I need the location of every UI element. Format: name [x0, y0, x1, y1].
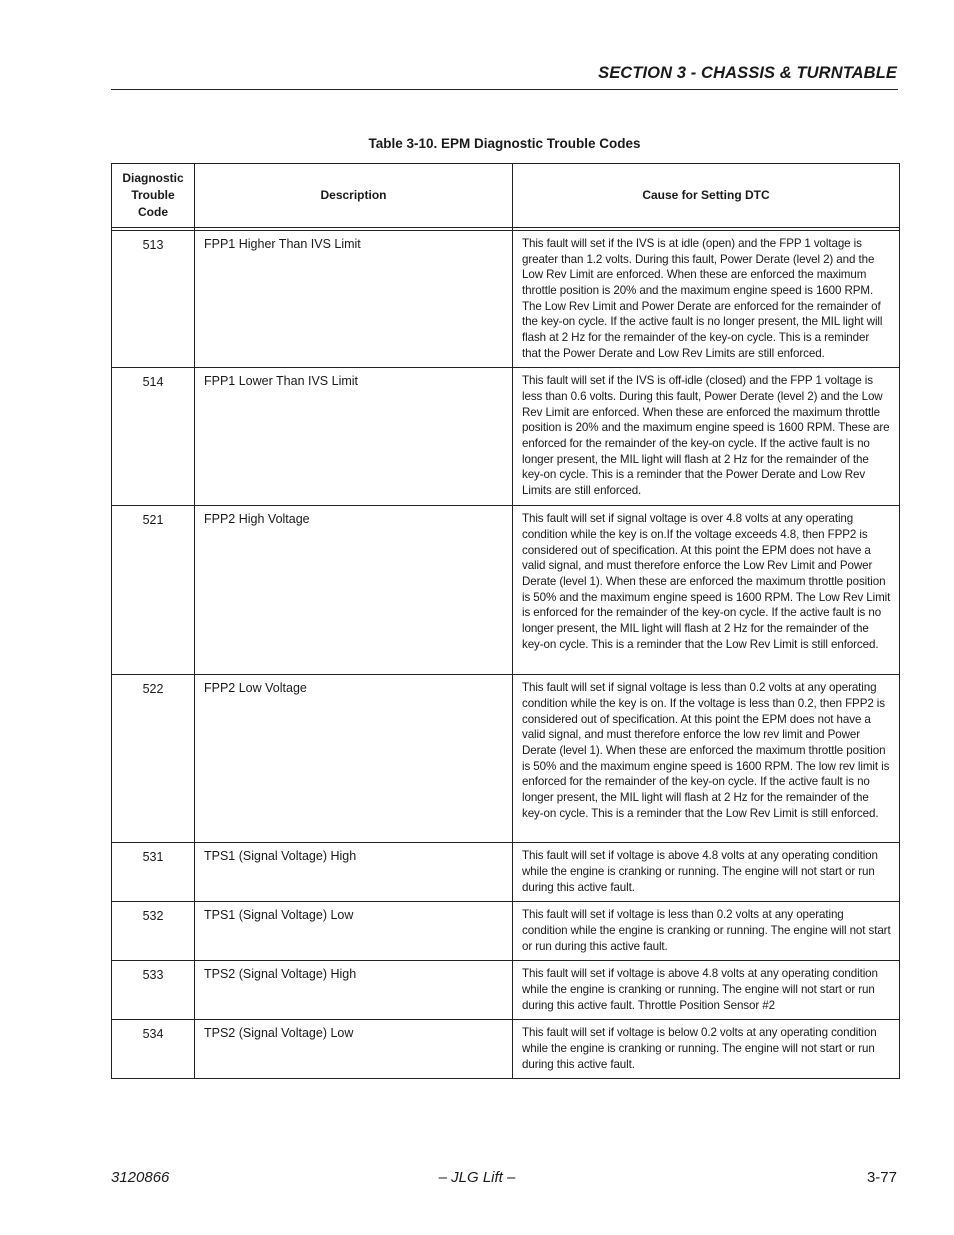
dtc-code: 514 [112, 368, 195, 506]
dtc-cause: This fault will set if signal voltage is over 4.8 volts at any operating condition while the key is on.If the voltage exceeds 4.8, then FPP2 is considered out of specification. At this point the EPM does not have a valid signal, and must therefore enforce the Low Rev Limit and Power Derate (level 1). When these are enforced the maximum throttle position is 50% and the maximum engine speed is 1600 RPM. The Low Rev Limit is enforced for the remainder of the key-on cycle. If the active fault is no longer present, the MIL light will flash at 2 Hz for the remainder of the key-on cycle. This is a reminder that the Low Rev Limit is still enforced. [513, 506, 900, 675]
dtc-description: TPS2 (Signal Voltage) High [195, 961, 513, 1020]
dtc-code: 532 [112, 902, 195, 961]
dtc-description: TPS2 (Signal Voltage) Low [195, 1020, 513, 1079]
table-row [112, 675, 900, 843]
dtc-cause: This fault will set if the IVS is at idle (open) and the FPP 1 voltage is greater than 1.2 volts. During this fault, Power Derate (level 2) and the Low Rev Limit are enforced. When these are enforced the maximum throttle position is 20% and the maximum engine speed is 1600 RPM. The Low Rev Limit and Power Derate are enforced for the remainder of the key-on cycle. If the active fault is no longer present, the MIL light will flash at 2 Hz for the remainder of the key-on cycle. This is a reminder that the Power Derate and Low Rev Limits are still enforced. [513, 231, 900, 368]
table-row [112, 843, 900, 902]
dtc-code: 531 [112, 843, 195, 902]
column-header-description: Description [195, 164, 513, 228]
column-header-code: Diagnostic Trouble Code [112, 164, 195, 228]
dtc-cause: This fault will set if voltage is below 0.2 volts at any operating condition while the engine is cranking or running. The engine will not start or run during this active fault. [513, 1020, 900, 1079]
table-row [112, 902, 900, 961]
table-row [112, 368, 900, 506]
dtc-description: TPS1 (Signal Voltage) Low [195, 902, 513, 961]
dtc-description: FPP1 Lower Than IVS Limit [195, 368, 513, 506]
dtc-description: FPP2 High Voltage [195, 506, 513, 675]
table-row [112, 961, 900, 1020]
dtc-cause: This fault will set if the IVS is off-idle (closed) and the FPP 1 voltage is less than 0.6 volts. During this fault, Power Derate (level 2) and the Low Rev Limit are enforced. When these are enforced the maximum throttle position is 20% and the maximum engine speed is 1600 RPM. These are enforced for the remainder of the key-on cycle. If the active fault is no longer present, the MIL light will flash at 2 Hz for the remainder of the key-on cycle. This is a reminder that the Power Derate and Low Rev Limits are still enforced. [513, 368, 900, 506]
table-row [112, 506, 900, 675]
section-title: SECTION 3 - CHASSIS & TURNTABLE [598, 64, 897, 82]
dtc-description: FPP1 Higher Than IVS Limit [195, 231, 513, 368]
footer-brand: – JLG Lift – [438, 1169, 516, 1186]
table-header-row [112, 164, 900, 228]
dtc-cause: This fault will set if voltage is above 4.8 volts at any operating condition while the engine is cranking or running. The engine will not start or run during this active fault. Throttle Position Sensor #2 [513, 961, 900, 1020]
dtc-cause: This fault will set if signal voltage is less than 0.2 volts at any operating condition while the key is on. If the voltage is less than 0.2, then FPP2 is considered out of specification. At this point the EPM does not have a valid signal, and must therefore enforce the low rev limit and Power Derate (level 1). When these are enforced the maximum throttle position is 50% and the maximum engine speed is 1600 RPM. The low rev limit is enforced for the remainder of the key-on cycle. If the active fault is no longer present, the MIL light will flash at 2 Hz for the remainder of the key-on cycle. This is a reminder that the Low Rev Limit is still enforced. [513, 675, 900, 843]
dtc-description: TPS1 (Signal Voltage) High [195, 843, 513, 902]
dtc-code: 521 [112, 506, 195, 675]
table-row [112, 1020, 900, 1079]
dtc-code: 513 [112, 231, 195, 368]
page-number: 3-77 [866, 1169, 897, 1186]
dtc-cause: This fault will set if voltage is less than 0.2 volts at any operating condition while the engine is cranking or running. The engine will not start or run during this active fault. [513, 902, 900, 961]
dtc-code: 533 [112, 961, 195, 1020]
dtc-table [111, 163, 900, 1079]
dtc-code: 534 [112, 1020, 195, 1079]
document-number: 3120866 [111, 1169, 170, 1186]
column-header-cause: Cause for Setting DTC [513, 164, 900, 228]
header-divider [111, 89, 898, 90]
table-caption: Table 3-10. EPM Diagnostic Trouble Codes [368, 136, 641, 151]
dtc-description: FPP2 Low Voltage [195, 675, 513, 843]
dtc-cause: This fault will set if voltage is above 4.8 volts at any operating condition while the engine is cranking or running. The engine will not start or run during this active fault. [513, 843, 900, 902]
dtc-code: 522 [112, 675, 195, 843]
table-row [112, 231, 900, 368]
